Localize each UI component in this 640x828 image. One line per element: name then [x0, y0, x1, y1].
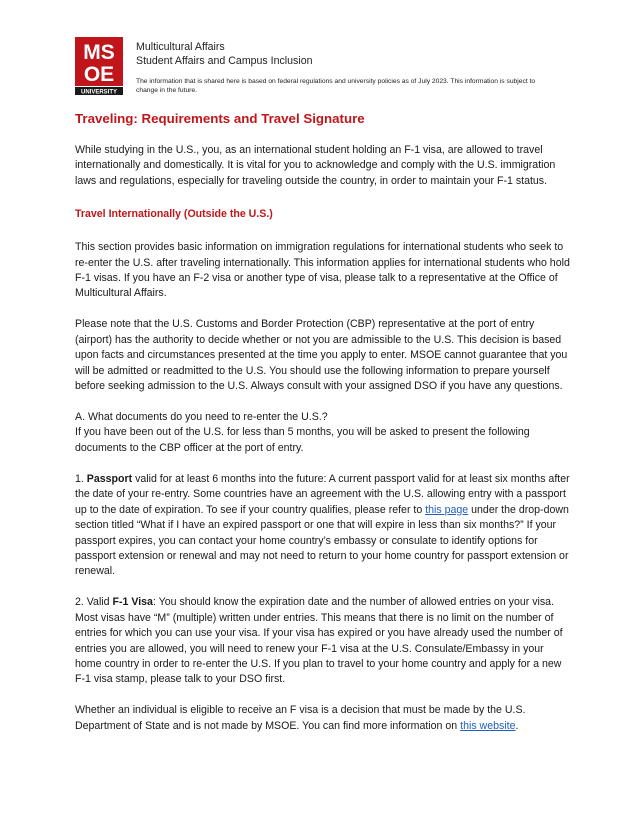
question-block [75, 410, 570, 456]
section-paragraph-1: This section provides basic information on immigration regulations for international students who seek to re-enter the U.S. after traveling internationally. This information applies for international students who hold F-1 visas. If you have an F-2 visa or another type of visa, please talk to a representative at the Office of Multicultural Affairs. [75, 241, 570, 300]
closing-text: Whether an individual is eligible to receive an F visa is a decision that must be made by the U.S. Department of State and is not made by MSOE. You can find more information on [75, 704, 526, 732]
passport-item [75, 472, 570, 580]
closing-end: . [515, 719, 519, 732]
department-block [136, 40, 312, 68]
section-paragraph-2: Please note that the U.S. Customs and Border Protection (CBP) representative at the port of entry (airport) has the authority to decide whether or not you are admissible to the U.S. This decision is based upon facts and circumstances presented at the time you apply to enter. MSOE cannot guarantee that you will be admitted or readmitted to the U.S. You should use the following information to prepare yourself before seeking admission to the U.S. Always consult with your assigned DSO if you have any questions. [75, 318, 568, 393]
passport-text-b: under the drop-down section titled “What if I have an expired passport or one that will expire in less than six months?” If your passport expires, you can contact your home country’s embassy or consulate to identify options for passport extension or renewal and may not need to return to your home country for passport extension or renewal. [75, 503, 569, 578]
division-name: Student Affairs and Campus Inclusion [136, 55, 313, 67]
question-a-answer: If you have been out of the U.S. for less than 5 months, you will be asked to present the following documents to the CBP officer at the port of entry. [75, 426, 530, 454]
logo-text-bottom: OE [83, 63, 115, 86]
this-website-link[interactable]: this website [460, 719, 516, 732]
this-page-link[interactable]: this page [425, 503, 469, 516]
msoe-logo [75, 37, 123, 95]
passport-text-a: valid for at least 6 months into the future: A current passport valid for at least six months after the date of your re-entry. Some countries have an agreement with the U.S. allowing entry with a passport up to the date of expiration. To see if your country qualifies, please refer to [75, 472, 570, 516]
document-body [75, 108, 570, 734]
section-heading: Travel Internationally (Outside the U.S.) [75, 208, 273, 221]
page-title: Traveling: Requirements and Travel Signature [75, 111, 365, 126]
passport-label: Passport [86, 472, 133, 485]
visa-text: : You should know the expiration date and the number of allowed entries on your visa. Most visas have “M” (multiple) written under entries. This means that there is no limit on the number of entries for which you can use your visa. If your visa has expired or you have already used the number of entries you are allowed, you will need to renew your F-1 visa at the U.S. Consulate/Embassy in your home country in order to re-enter the U.S. If you plan to travel to your home country and apply for a new F-1 visa stamp, please talk to your DSO first. [75, 596, 563, 686]
visa-label: F-1 Visa [112, 596, 153, 609]
closing-paragraph [75, 703, 570, 734]
department-name: Multicultural Affairs [136, 41, 225, 53]
visa-item-prefix: 2. Valid [75, 596, 113, 609]
intro-paragraph: While studying in the U.S., you, as an international student holding an F-1 visa, are allowed to travel internationally and domestically. It is vital for you to acknowledge and comply with the U.S. immigration laws and regulations, especially for traveling outside the country, in order to maintain your F-1 status. [75, 144, 556, 187]
disclaimer-note: The information that is shared here is based on federal regulations and university policies as of July 2023. This information is subject to change in the future. [136, 78, 536, 95]
logo-text-top: MS [83, 41, 115, 64]
question-a: A. What documents do you need to re-enter the U.S.? [75, 411, 328, 424]
visa-item [75, 595, 570, 687]
passport-item-number: 1. [75, 472, 87, 485]
logo-wordmark: UNIVERSITY [80, 89, 118, 95]
